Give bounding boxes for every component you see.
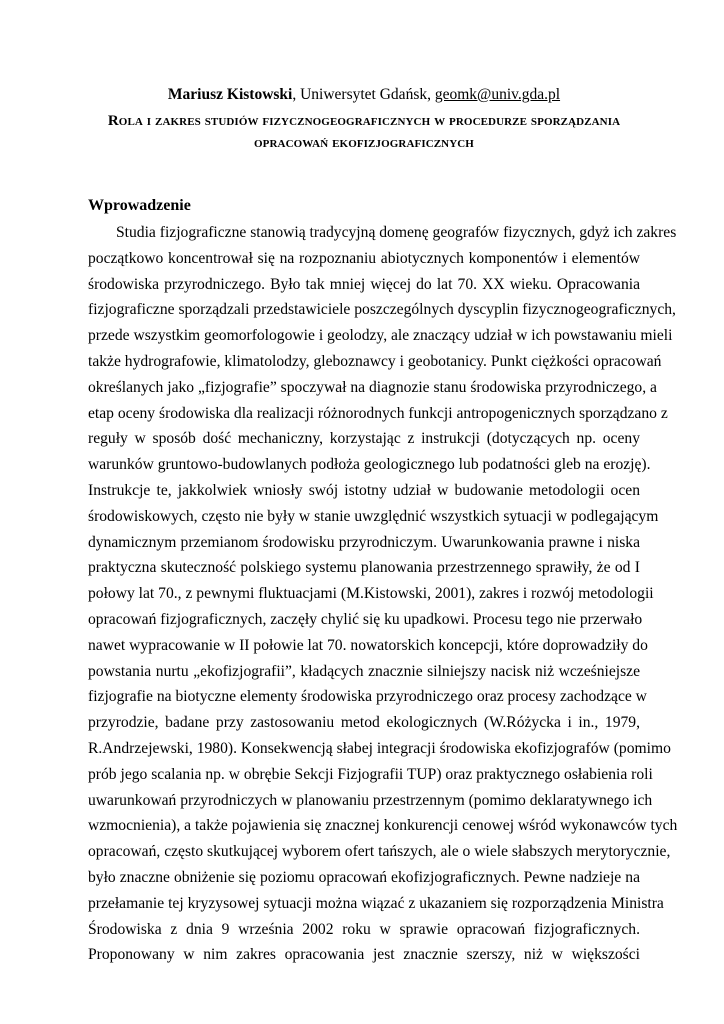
paragraph-line: początkowo koncentrował się na rozpoznaniu abiotycznych komponentów i elementów bbox=[88, 249, 640, 267]
paragraph-line: opracowań, często skutkującej wyborem ofert tańszych, ale o wiele słabszych merytorycznie, bbox=[88, 843, 671, 861]
affiliation: , Uniwersytet Gdańsk, bbox=[292, 86, 435, 103]
paragraph-line: etap oceny środowiska dla realizacji różnorodnych funkcji antropogenicznych sporządzano z bbox=[88, 404, 668, 422]
body-paragraph bbox=[88, 220, 678, 968]
paragraph-line: Proponowany w nim zakres opracowania jest znacznie szerszy, niż w większości bbox=[88, 946, 640, 964]
paragraph-line: środowiskowych, często nie były w stanie uwzględnić wszystkich sytuacji w podlegającym bbox=[88, 507, 659, 525]
paragraph-line: praktyczna skuteczność polskiego systemu planowania przestrzennego sprawiły, że od I bbox=[88, 559, 640, 577]
paragraph-line: fizjograficzne sporządzali przedstawiciele poszczególnych dyscyplin fizycznogeograficznych, bbox=[88, 301, 676, 319]
paragraph-line: przełamanie tej kryzysowej sytuacji można wiązać z ukazaniem się rozporządzenia Ministra bbox=[88, 894, 664, 912]
title-line-1: Rola i zakres studiów fizycznogeograficznych w procedurze sporządzania bbox=[107, 113, 621, 129]
paragraph-line: Studia fizjograficzne stanowią tradycyjną domenę geografów fizycznych, gdyż ich zakres bbox=[116, 224, 677, 241]
paragraph-line: prób jego scalania np. w obrębie Sekcji Fizjografii TUP) oraz praktycznego osłabienia roli bbox=[88, 765, 653, 783]
paragraph-line: uwarunkowań przyrodniczych w planowaniu przestrzennym (pomimo deklaratywnego ich bbox=[88, 791, 653, 809]
paragraph-line: R.Andrzejewski, 1980). Konsekwencją słabej integracji środowiska ekofizjografów (pomimo bbox=[88, 739, 671, 757]
paragraph-line: reguły w sposób dość mechaniczny, korzystając z instrukcji (dotyczących np. oceny bbox=[88, 430, 640, 448]
document-page bbox=[88, 84, 678, 968]
title-line-2: opracowań ekofizjograficznych bbox=[254, 135, 474, 151]
author-name: Mariusz Kistowski bbox=[167, 86, 293, 103]
paragraph-line: połowy lat 70., z pewnymi fluktuacjami (M.Kistowski, 2001), zakres i rozwój metodologii bbox=[88, 585, 654, 603]
paragraph-line: nawet wypracowanie w II połowie lat 70. nowatorskich koncepcji, które doprowadziły do bbox=[88, 636, 648, 654]
author-line bbox=[88, 84, 640, 106]
paragraph-line: także hydrografowie, klimatolodzy, gleboznawcy i geobotanicy. Punkt ciężkości opracowań bbox=[88, 352, 662, 370]
paragraph-line: warunków gruntowo-budowlanych podłoża geologicznego lub podatności gleb na erozję). bbox=[88, 456, 651, 474]
paragraph-line: dynamicznym przemianom środowisku przyrodniczym. Uwarunkowania prawne i niska bbox=[88, 533, 640, 551]
paragraph-line: fizjografie na biotyczne elementy środowiska przyrodniczego oraz procesy zachodzące w bbox=[88, 688, 647, 706]
author-email-link[interactable]: geomk@univ.gda.pl bbox=[434, 86, 561, 103]
section-heading: Wprowadzenie bbox=[88, 197, 191, 214]
paragraph-line: środowiska przyrodniczego. Było tak mniej więcej do lat 70. XX wieku. Opracowania bbox=[88, 275, 640, 293]
paragraph-line: Środowiska z dnia 9 września 2002 roku w sprawie opracowań fizjograficznych. bbox=[88, 920, 640, 938]
paragraph-line: określanych jako „fizjografie” spoczywał na diagnozie stanu środowiska przyrodniczego, a bbox=[88, 378, 657, 396]
paragraph-line: Instrukcje te, jakkolwiek wniosły swój istotny udział w budowanie metodologii ocen bbox=[88, 481, 640, 499]
paper-title bbox=[88, 110, 640, 154]
paragraph-line: przede wszystkim geomorfologowie i geolodzy, ale znaczący udział w ich powstawaniu mieli bbox=[88, 327, 673, 345]
paragraph-line: wzmocnienia), a także pojawienia się znacznej konkurencji cenowej wśród wykonawców tych bbox=[88, 817, 678, 835]
paragraph-line: powstania nurtu „ekofizjografii”, kładących znacznie silniejszy nacisk niż wcześniejsze bbox=[88, 662, 640, 680]
paragraph-line: było znaczne obniżenie się poziomu opracowań ekofizjograficznych. Pewne nadzieje na bbox=[88, 868, 640, 886]
paragraph-line: opracowań fizjograficznych, zaczęły chylić się ku upadkowi. Procesu tego nie przerwało bbox=[88, 610, 643, 628]
paragraph-line: przyrodzie, badane przy zastosowaniu metod ekologicznych (W.Różycka i in., 1979, bbox=[88, 714, 640, 732]
